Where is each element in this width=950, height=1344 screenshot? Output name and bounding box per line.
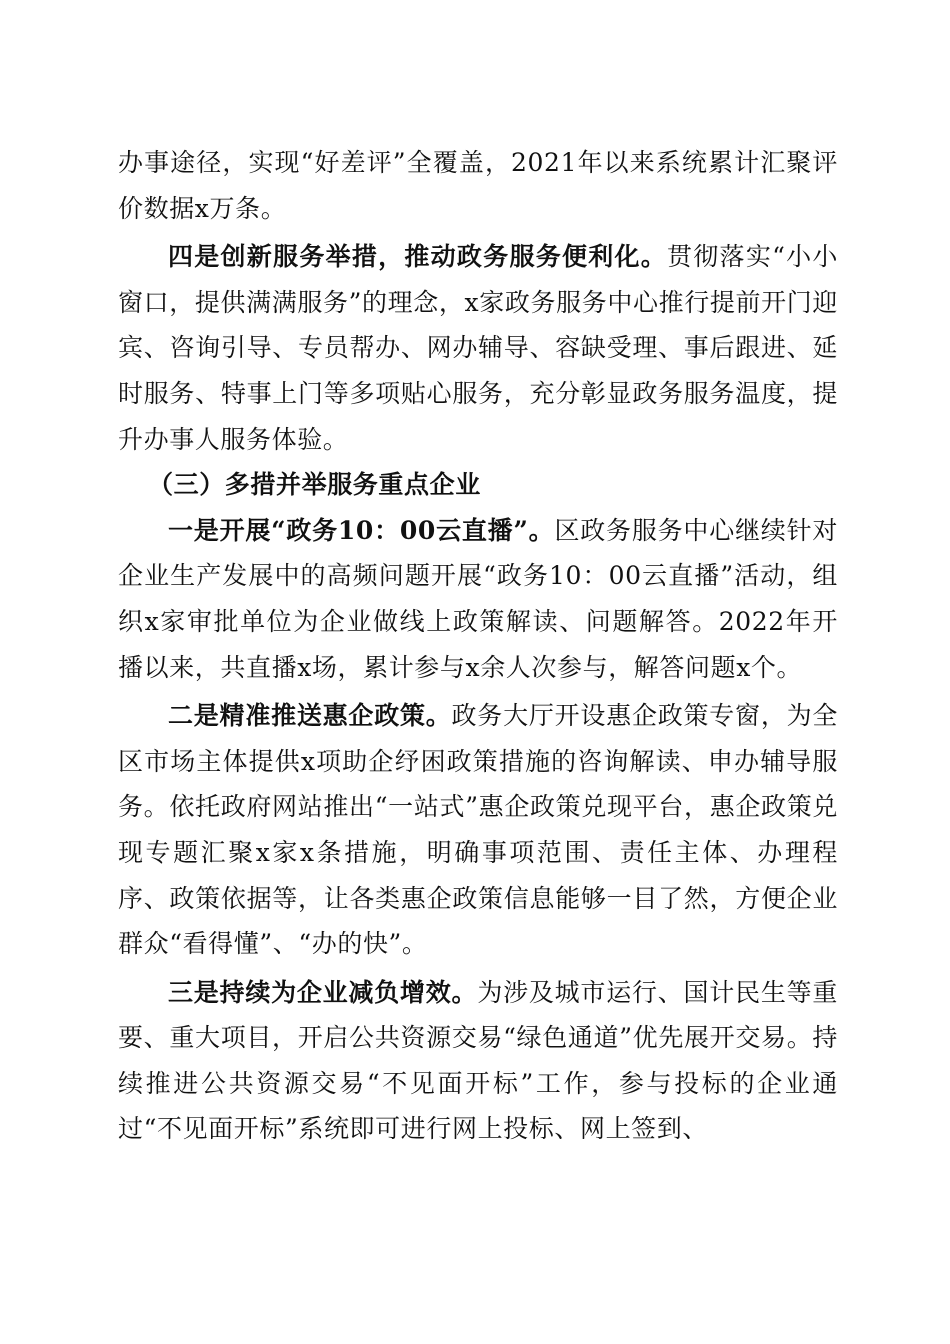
paragraph-livestream <box>118 508 838 690</box>
paragraph-lead: 四是创新服务举措，推动政务服务便利化。 <box>168 242 668 272</box>
paragraph-text: 政务大厅开设惠企政策专窗，为全区市场主体提供x项助企纾困政策措施的咨询解读、申办辅导服务。依托政府网站推出“一站式”惠企政策兑现平台，惠企政策兑现专题汇聚x家x条措施，明确事项范围、责任主体、办理程序、政策依据等，让各类惠企政策信息能够一目了然，方便企业群众“看得懂”、“办的快”。 <box>118 701 838 959</box>
paragraph-text: 办事途径，实现“好差评”全覆盖，2021年以来系统累计汇聚评价数据x万条。 <box>118 148 838 223</box>
paragraph-innovation <box>118 234 838 462</box>
paragraph-continuation <box>118 140 838 231</box>
paragraph-lead: 二是精准推送惠企政策。 <box>168 701 452 731</box>
section-heading-text: （三）多措并举服务重点企业 <box>148 470 481 500</box>
paragraph-text: 为涉及城市运行、国计民生等重要、重大项目，开启公共资源交易“绿色通道”优先展开交易。持续推进公共资源交易“不见面开标”工作，参与投标的企业通过“不见面开标”系统即可进行网上投标、网上签到、 <box>118 977 838 1144</box>
section-heading <box>118 462 838 508</box>
paragraph-policy <box>118 693 838 967</box>
paragraph-text: 区政务服务中心继续针对企业生产发展中的高频问题开展“政务10：00云直播”活动，组织x家审批单位为企业做线上政策解读、问题解答。2022年开播以来，共直播x场，累计参与x余人次参与，解答问题x个。 <box>118 515 838 682</box>
paragraph-burden <box>118 970 838 1152</box>
paragraph-text: 贯彻落实“小小窗口，提供满满服务”的理念，x家政务服务中心推行提前开门迎宾、咨询引导、专员帮办、网办辅导、容缺受理、事后跟进、延时服务、特事上门等多项贴心服务，充分彰显政务服务温度，提升办事人服务体验。 <box>118 242 838 454</box>
document-body <box>118 140 838 1152</box>
paragraph-lead: 一是开展“政务10：00云直播”。 <box>168 515 555 545</box>
paragraph-lead: 三是持续为企业减负增效。 <box>168 977 478 1007</box>
